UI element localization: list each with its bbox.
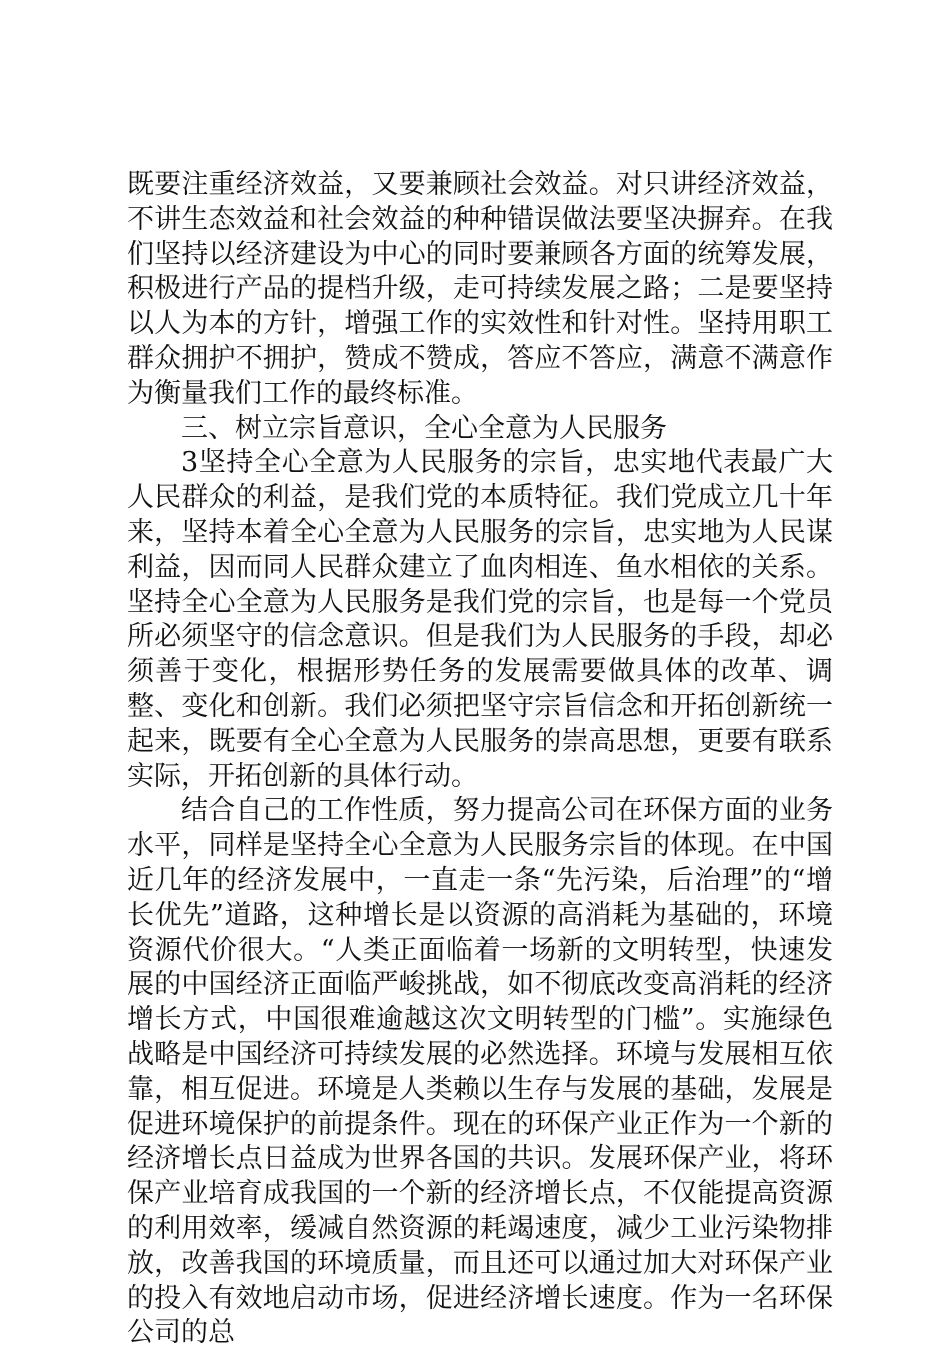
section-heading: 三、树立宗旨意识，全心全意为人民服务 [181, 412, 667, 444]
document-body [127, 168, 833, 1351]
paragraph-environment: 结合自己的工作性质，努力提高公司在环保方面的业务水平，同样是坚持全心全意为人民服务宗旨的体现。在中国近几年的经济发展中，一直走一条“先污染，后治理”的“增长优先”道路，这种增长是以资源的高消耗为基础的，环境资源代价很大。“人类正面临着一场新的文明转型，快速发展的中国经济正面临严峻挑战，如不彻底改变高消耗的经济增长方式，中国很难逾越这次文明转型的门槛”。实施绿色战略是中国经济可持续发展的必然选择。环境与发展相互依靠，相互促进。环境是人类赖以生存与发展的基础，发展是促进环境保护的前提条件。现在的环保产业正作为一个新的经济增长点日益成为世界各国的共识。发展环保产业，将环保产业培育成我国的一个新的经济增长点，不仅能提高资源的利用效率，缓减自然资源的耗竭速度，减少工业污染物排放，改善我国的环境质量，而且还可以通过加大对环保产业的投入有效地启动市场，促进经济增长速度。作为一名环保公司的总 [127, 795, 833, 1349]
paragraph-continued: 既要注重经济效益，又要兼顾社会效益。对只讲经济效益，不讲生态效益和社会效益的种种错误做法要坚决摒弃。在我们坚持以经济建设为中心的同时要兼顾各方面的统筹发展，积极进行产品的提档升级，走可持续发展之路；二是要坚持以人为本的方针，增强工作的实效性和针对性。坚持用职工群众拥护不拥护，赞成不赞成，答应不答应，满意不满意作为衡量我们工作的最终标准。 [127, 169, 833, 409]
paragraph-purpose: 3坚持全心全意为人民服务的宗旨，忠实地代表最广大人民群众的利益，是我们党的本质特征。我们党成立几十年来，坚持本着全心全意为人民服务的宗旨，忠实地为人民谋利益，因而同人民群众建立了血肉相连、鱼水相依的关系。坚持全心全意为人民服务是我们党的宗旨，也是每一个党员所必须坚守的信念意识。但是我们为人民服务的手段，却必须善于变化，根据形势任务的发展需要做具体的改革、调整、变化和创新。我们必须把坚守宗旨信念和开拓创新统一起来，既要有全心全意为人民服务的崇高思想，更要有联系实际，开拓创新的具体行动。 [127, 447, 833, 792]
